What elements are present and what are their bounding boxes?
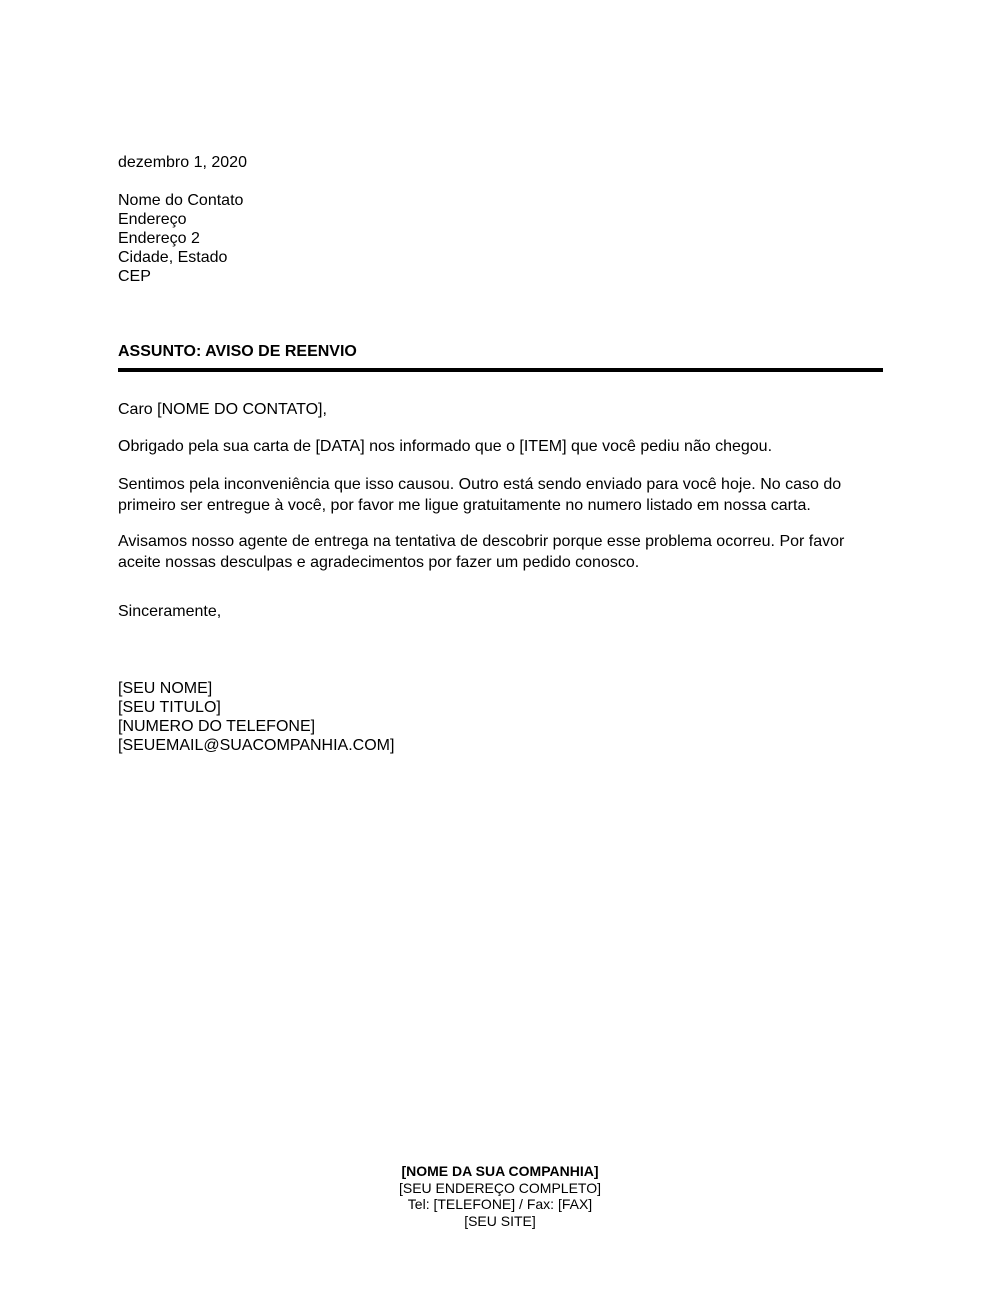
signature-email: [SEUEMAIL@SUACOMPANHIA.COM]: [118, 737, 395, 754]
letter-date: dezembro 1, 2020: [118, 154, 247, 171]
body-paragraph-3: Avisamos nosso agente de entrega na tentativa de descobrir porque esse problema ocorreu. Por favor aceite nossas desculpas e agradecimentos por fazer um pedido conosco.: [118, 533, 845, 571]
footer-website: [SEU SITE]: [464, 1212, 536, 1229]
subject-line: ASSUNTO: AVISO DE REENVIO: [118, 343, 357, 360]
signature-title: [SEU TITULO]: [118, 699, 221, 716]
footer-tel-fax: Tel: [TELEFONE] / Fax: [FAX]: [407, 1196, 593, 1212]
recipient-address-1: Endereço: [118, 211, 187, 228]
salutation: Caro [NOME DO CONTATO],: [118, 401, 327, 418]
recipient-block: [118, 191, 883, 286]
body-paragraph-2: Sentimos pela inconveniência que isso causou. Outro está sendo enviado para você hoje. No caso do primeiro ser entregue à você, por favor me ligue gratuitamente no numero listado em nossa carta.: [118, 476, 842, 514]
recipient-zip: CEP: [118, 268, 151, 285]
footer-company-name: [NOME DA SUA COMPANHIA]: [401, 1163, 599, 1179]
footer: [0, 1163, 1000, 1229]
recipient-name: Nome do Contato: [118, 192, 244, 209]
subject-divider: [118, 368, 883, 372]
body-paragraph-1: Obrigado pela sua carta de [DATA] nos informado que o [ITEM] que você pediu não chegou.: [118, 438, 773, 455]
footer-address: [SEU ENDEREÇO COMPLETO]: [398, 1179, 601, 1196]
signature-name: [SEU NOME]: [118, 680, 213, 697]
recipient-city-state: Cidade, Estado: [118, 249, 228, 266]
signature-block: [118, 679, 883, 755]
closing: Sinceramente,: [118, 603, 222, 620]
signature-phone: [NUMERO DO TELEFONE]: [118, 718, 316, 735]
recipient-address-2: Endereço 2: [118, 230, 200, 247]
